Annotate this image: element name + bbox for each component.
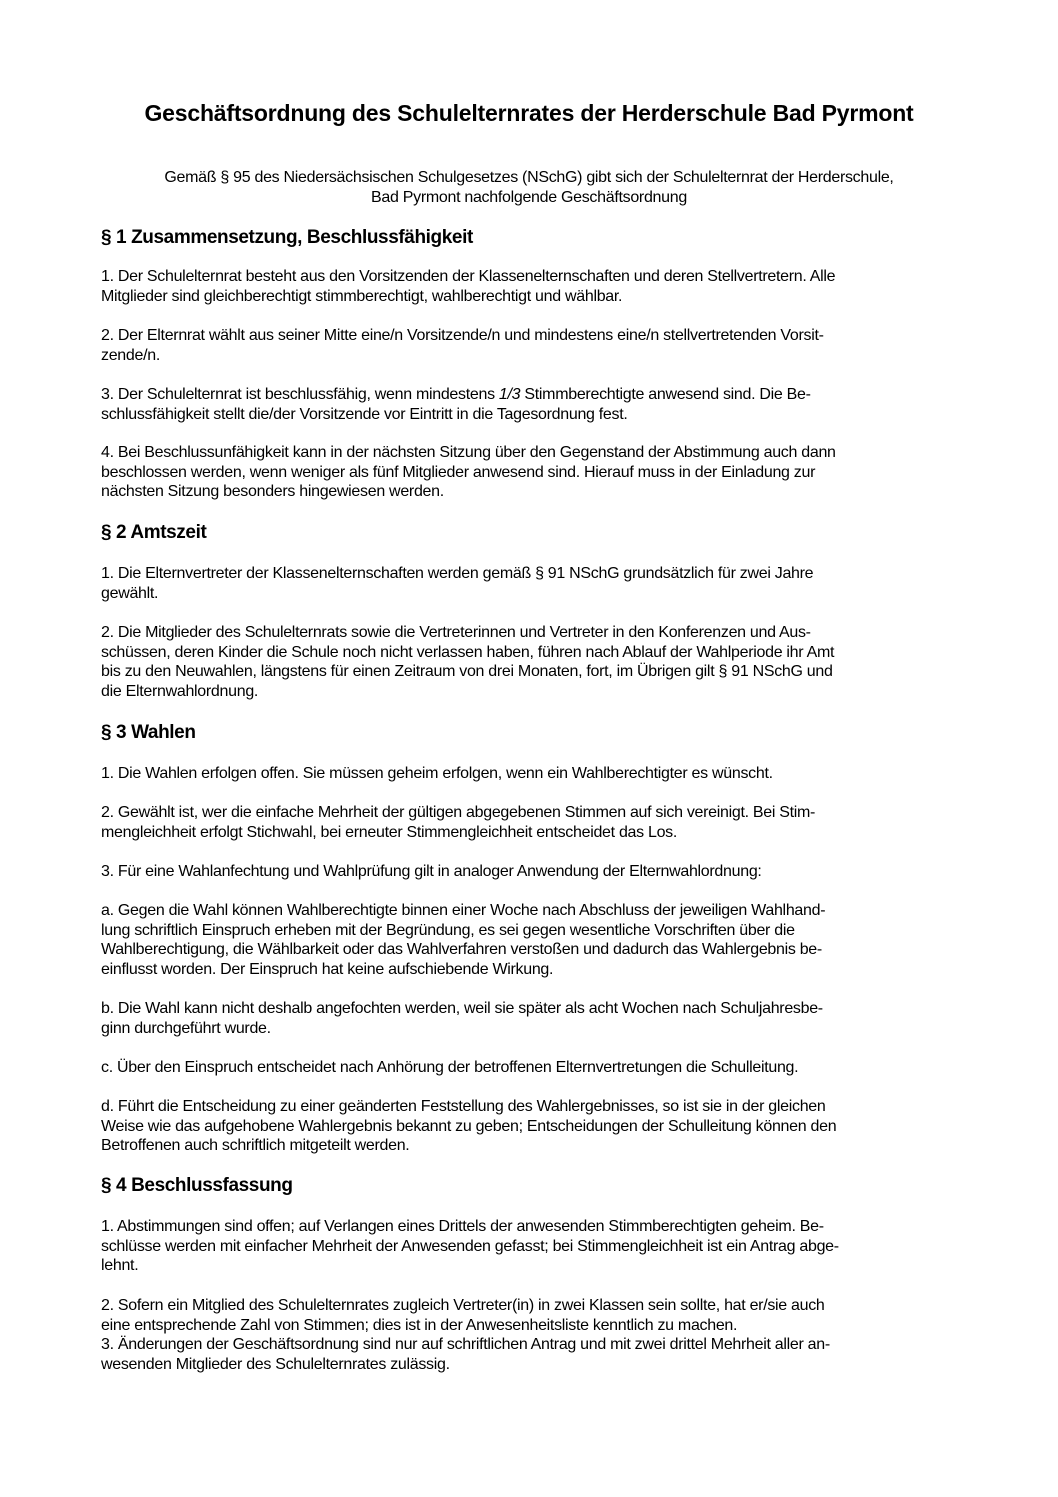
- text-line: 1. Die Wahlen erfolgen offen. Sie müssen geheim erfolgen, wenn ein Wahlberechtigter es wünscht.: [101, 765, 773, 782]
- text-line: schlussfähigkeit stellt die/der Vorsitzende vor Eintritt in die Tagesordnung fest.: [101, 405, 628, 423]
- text-line: gewählt.: [101, 584, 159, 602]
- text-line: lehnt.: [101, 1257, 139, 1274]
- section-heading-1: § 1 Zusammensetzung, Beschlussfähigkeit: [101, 227, 473, 248]
- text-line: ginn durchgeführt wurde.: [101, 1019, 271, 1037]
- text-line: Weise wie das aufgehobene Wahlergebnis bekannt zu geben; Entscheidungen der Schulleitung können den: [101, 1117, 837, 1135]
- document-title: Geschäftsordnung des Schulelternrates der Herderschule Bad Pyrmont: [144, 100, 914, 126]
- section-3-paragraph-c: [101, 1058, 981, 1078]
- italic-fraction: 1/3: [498, 386, 521, 403]
- text-line: a. Gegen die Wahl können Wahlberechtigte binnen einer Woche nach Abschluss der jeweiligen Wahlhand-: [101, 902, 826, 919]
- text-line: bis zu den Neuwahlen, längstens für einen Zeitraum von drei Monaten, fort, im Übrigen gilt § 91 NSchG und: [101, 663, 833, 680]
- text-line: 2. Sofern ein Mitglied des Schulelternrates zugleich Vertreter(in) in zwei Klassen sein sollte, hat er/sie auch: [101, 1297, 825, 1314]
- text-line: beschlossen werden, wenn weniger als fünf Mitglieder anwesend sind. Hierauf muss in der Einladung zur: [101, 463, 816, 481]
- text-line: Wahlberechtigung, die Wählbarkeit oder das Wahlverfahren verstoßen und dadurch das Wahlergebnis be-: [101, 941, 822, 958]
- section-4-paragraph-1: [101, 1217, 981, 1276]
- text-line: schlüsse werden mit einfacher Mehrheit der Anwesenden gefasst; bei Stimmengleichheit ist ein Antrag abge-: [101, 1237, 839, 1255]
- text-line: 2. Der Elternrat wählt aus seiner Mitte eine/n Vorsitzende/n und mindestens eine/n stellvertretenden Vorsit-: [101, 327, 824, 344]
- section-1-paragraph-3: [101, 385, 981, 424]
- text-line: [101, 385, 981, 405]
- text-line: Mitglieder sind gleichberechtigt stimmberechtigt, wahlberechtigt und wählbar.: [101, 287, 623, 305]
- text-line: wesenden Mitglieder des Schulelternrates zulässig.: [101, 1355, 450, 1373]
- section-3-paragraph-2: [101, 803, 981, 842]
- text-line: 4. Bei Beschlussunfähigkeit kann in der nächsten Sitzung über den Gegenstand der Abstimmung auch dann: [101, 444, 836, 461]
- intro-paragraph: [60, 168, 998, 207]
- text-line: 1. Der Schulelternrat besteht aus den Vorsitzenden der Klassenelternschaften und deren Stellvertretern. Alle: [101, 268, 836, 285]
- section-3-paragraph-b: [101, 999, 981, 1038]
- intro-line: Bad Pyrmont nachfolgende Geschäftsordnung: [371, 188, 687, 206]
- section-2-paragraph-2: [101, 623, 981, 701]
- text-line: einflusst worden. Der Einspruch hat keine aufschiebende Wirkung.: [101, 960, 554, 978]
- text-line: eine entsprechende Zahl von Stimmen; dies ist in der Anwesenheitsliste kenntlich zu machen.: [101, 1316, 738, 1334]
- text-line: 1. Abstimmungen sind offen; auf Verlangen eines Drittels der anwesenden Stimmberechtigten geheim. Be-: [101, 1218, 824, 1235]
- section-1-paragraph-1: [101, 267, 981, 306]
- section-3-paragraph-d: [101, 1097, 981, 1156]
- intro-line: Gemäß § 95 des Niedersächsischen Schulgesetzes (NSchG) gibt sich der Schulelternrat der Herderschule,: [164, 169, 894, 186]
- section-2-paragraph-1: [101, 564, 981, 603]
- text-line: d. Führt die Entscheidung zu einer geänderten Feststellung des Wahlergebnisses, so ist sie in der gleichen: [101, 1098, 826, 1115]
- section-3-paragraph-a: [101, 901, 981, 979]
- text-line: b. Die Wahl kann nicht deshalb angefochten werden, weil sie später als acht Wochen nach Schuljahresbe-: [101, 1000, 823, 1017]
- section-3-paragraph-1: [101, 764, 981, 784]
- text-line: 1. Die Elternvertreter der Klassenelternschaften werden gemäß § 91 NSchG grundsätzlich für zwei Jahre: [101, 565, 814, 582]
- text-segment: 3. Der Schulelternrat ist beschlussfähig, wenn mindestens: [101, 386, 499, 403]
- section-4-paragraph-2: [101, 1296, 981, 1374]
- text-line: mengleichheit erfolgt Stichwahl, bei erneuter Stimmengleichheit entscheidet das Los.: [101, 823, 678, 841]
- text-segment: Stimmberechtigte anwesend sind. Die Be-: [520, 386, 811, 403]
- text-line: 2. Die Mitglieder des Schulelternrats sowie die Vertreterinnen und Vertreter in den Konferenzen und Aus-: [101, 624, 811, 641]
- section-1-paragraph-2: [101, 326, 981, 365]
- text-line: lung schriftlich Einspruch erheben mit der Begründung, es sei gegen wesentliche Vorschriften über die: [101, 921, 795, 939]
- text-line: c. Über den Einspruch entscheidet nach Anhörung der betroffenen Elternvertretungen die Schulleitung.: [101, 1059, 799, 1076]
- text-line: Betroffenen auch schriftlich mitgeteilt werden.: [101, 1137, 410, 1154]
- text-line: 2. Gewählt ist, wer die einfache Mehrheit der gültigen abgegebenen Stimmen auf sich vereinigt. Bei Stim-: [101, 804, 816, 821]
- section-heading-4: § 4 Beschlussfassung: [101, 1175, 293, 1196]
- text-line: nächsten Sitzung besonders hingewiesen werden.: [101, 483, 444, 500]
- section-heading-3: § 3 Wahlen: [101, 722, 196, 743]
- section-3-paragraph-3: [101, 862, 981, 882]
- text-line: 3. Für eine Wahlanfechtung und Wahlprüfung gilt in analoger Anwendung der Elternwahlordnung:: [101, 863, 762, 880]
- section-heading-2: § 2 Amtszeit: [101, 522, 207, 543]
- text-line: zende/n.: [101, 346, 160, 364]
- text-line: 3. Änderungen der Geschäftsordnung sind nur auf schriftlichen Antrag und mit zwei drittel Mehrheit aller an-: [101, 1336, 830, 1353]
- text-line: die Elternwahlordnung.: [101, 682, 259, 700]
- text-line: schüssen, deren Kinder die Schule noch nicht verlassen haben, führen nach Ablauf der Wahlperiode ihr Amt: [101, 643, 835, 661]
- section-1-paragraph-4: [101, 443, 981, 502]
